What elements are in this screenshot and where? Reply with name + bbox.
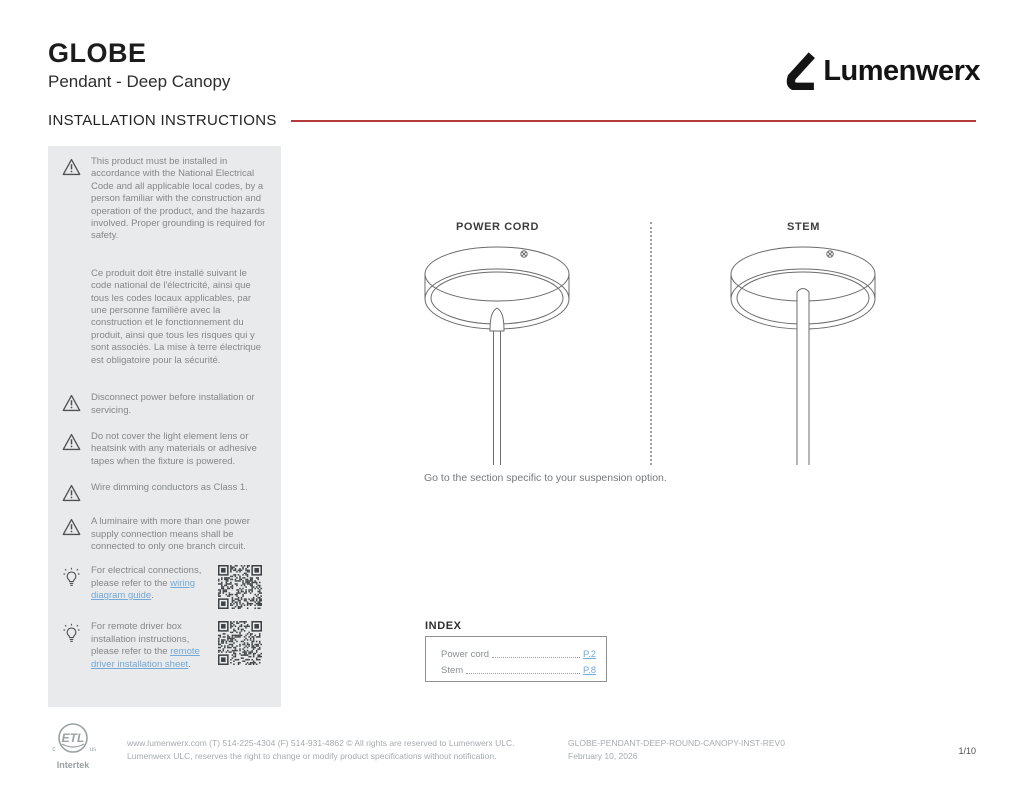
page-indicator: 1/10 (958, 746, 976, 756)
suspension-note: Go to the section specific to your suspension option. (424, 472, 667, 484)
warning-text: Disconnect power before installation or servicing. (91, 392, 255, 416)
warning-item (58, 516, 271, 553)
tip-text (91, 565, 209, 609)
leader-dots (492, 657, 580, 658)
remote-driver-qr-code (218, 621, 262, 665)
brand-logo (778, 52, 980, 90)
warning-icon (58, 516, 84, 553)
dotted-divider (650, 222, 652, 465)
index-label: Power cord (441, 649, 490, 660)
warning-icon (58, 392, 84, 417)
tip-item-wiring (58, 565, 271, 609)
tip-prefix: For electrical connections, please refer to the (91, 565, 202, 589)
footer-rights-line: Lumenwerx ULC, reserves the right to change or modify product specifications without notification. (127, 751, 497, 761)
brand-name: Lumenwerx (823, 54, 980, 87)
doc-number: GLOBE-PENDANT-DEEP-ROUND-CANOPY-INST-REV0 (568, 738, 785, 748)
section-header (48, 112, 976, 129)
leader-dots (466, 673, 580, 674)
lightbulb-icon (58, 621, 84, 671)
tip-suffix: . (188, 658, 191, 670)
doc-date: February 10, 2026 (568, 751, 638, 761)
warning-text: A luminaire with more than one power supply connection means shall be connected to only one branch circuit. (91, 516, 250, 552)
lightbulb-icon (58, 565, 84, 609)
lumenwerx-logo-icon (778, 52, 816, 90)
remote-driver-sheet-link[interactable]: remote driver installation sheet (91, 646, 200, 670)
footer-doc-block (568, 737, 785, 763)
warning-item (58, 392, 271, 417)
index-label: Stem (441, 665, 464, 676)
warning-icon (58, 431, 84, 468)
index-box (425, 636, 607, 682)
warning-item (58, 156, 271, 243)
index-row-stem (441, 660, 596, 676)
red-rule-divider (291, 120, 976, 122)
etl-certification-logo (46, 719, 100, 777)
tip-item-remote-driver (58, 621, 271, 671)
wiring-guide-qr-code (218, 565, 262, 609)
index-page-link[interactable]: P.8 (582, 665, 596, 676)
warning-item (58, 431, 271, 468)
warning-item-french (58, 268, 271, 367)
product-subtitle: Pendant - Deep Canopy (48, 72, 231, 91)
wiring-diagram-guide-link[interactable]: wiring diagram guide (91, 577, 196, 602)
stem-label: STEM (787, 221, 820, 233)
intertek-text: Intertek (56, 760, 90, 770)
index-title: INDEX (425, 620, 462, 632)
power-cord-label: POWER CORD (456, 221, 539, 233)
stem-canopy-diagram (726, 237, 881, 467)
warning-text: Wire dimming conductors as Class 1. (91, 482, 248, 494)
warning-icon (58, 482, 84, 502)
power-cord-canopy-diagram (420, 237, 575, 467)
etl-mark-text: ETL (61, 731, 85, 745)
etl-us-text: us (89, 747, 97, 753)
warning-text: This product must be installed in accordance with the National Electrical Code and all applicable local codes, by a person familiar with the construction and operation of the product, and the hazards involved. Proper grounding is required for safety. (91, 156, 266, 242)
footer-contact-line: www.lumenwerx.com (T) 514-225-4304 (F) 514-931-4862 © All rights are reserved to Lumenwerx ULC. (127, 738, 515, 748)
index-row-power-cord (441, 644, 596, 660)
etl-c-text: c (52, 746, 56, 753)
warning-icon (58, 156, 84, 243)
product-title: GLOBE (48, 38, 147, 68)
tip-suffix: . (151, 590, 154, 602)
index-page-link[interactable]: P.2 (582, 649, 596, 660)
section-title: INSTALLATION INSTRUCTIONS (48, 112, 277, 129)
safety-sidebar (48, 146, 281, 707)
warning-text: Do not cover the light element lens or heatsink with any materials or adhesive tapes when the fixture is powered. (91, 430, 257, 467)
warning-item (58, 482, 271, 502)
icon-spacer (58, 268, 84, 367)
footer-contact-block (127, 737, 515, 763)
tip-text (91, 621, 209, 671)
warning-text-french: Ce produit doit être installé suivant le code national de l'électricité, ainsi que tous les codes locaux applicables, par une personne familière avec la construction et le fonctionnement du produit, ainsi que tous les risques qui y sont associés. La mise à terre électrique est obligatoire pour la sécurité. (91, 267, 262, 366)
tip-prefix: For remote driver box installation instructions, please refer to the (91, 621, 190, 658)
